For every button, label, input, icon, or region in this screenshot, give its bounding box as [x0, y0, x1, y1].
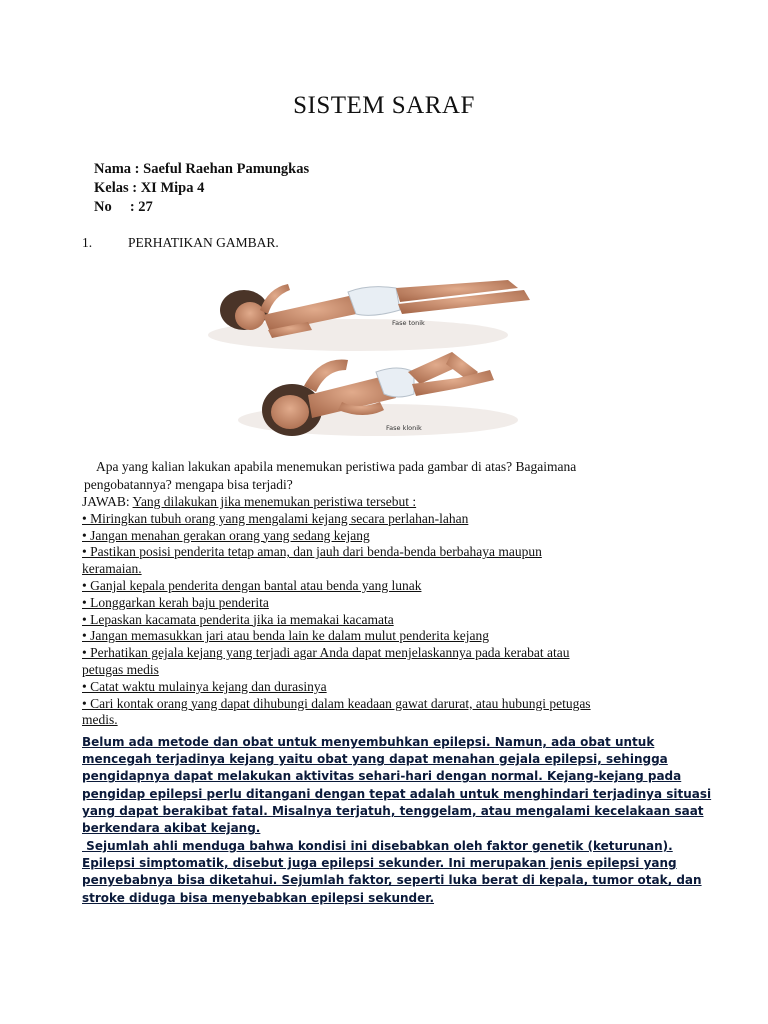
question-heading: [82, 235, 279, 251]
seizure-illustration: [208, 260, 548, 450]
question-line: Apa yang kalian lakukan apabila menemukan peristiwa pada gambar di atas? Bagaimana: [96, 459, 577, 474]
answer-line: • Longgarkan kerah baju penderita: [82, 594, 269, 610]
paragraph-line: yang dapat berakibat fatal. Misalnya terjatuh, tenggelam, atau mengalami kecelakaan saat: [82, 803, 704, 818]
paragraph-line: Belum ada metode dan obat untuk menyembuhkan epilepsi. Namun, ada obat untuk: [82, 735, 655, 749]
paragraph-line: pengidapnya dapat melakukan aktivitas sehari-hari dengan normal. Kejang-kejang pada: [82, 769, 682, 784]
question-number: 1.: [82, 235, 93, 250]
answer-line: • Catat waktu mulainya kejang dan durasinya: [82, 678, 327, 694]
tonic-phase-child: [208, 280, 530, 351]
answer-line: • Cari kontak orang yang dapat dihubungi dalam keadaan gawat darurat, atau hubungi petugas: [82, 695, 591, 711]
paragraph-line: Sejumlah ahli menduga bahwa kondisi ini disebabkan oleh faktor genetik (keturunan).: [82, 839, 673, 853]
page-title: SISTEM SARAF: [293, 92, 475, 119]
answer-line: keramaian.: [82, 561, 142, 577]
paragraph-line: Epilepsi simptomatik, disebut juga epilepsi sekunder. Ini merupakan jenis epilepsi yang: [82, 856, 677, 871]
question-title: PERHATIKAN GAMBAR.: [128, 235, 279, 250]
answer-intro: [82, 494, 682, 511]
paragraph-line: mencegah terjadinya kejang yaitu obat yang dapat menahan gejala epilepsi, sehingga: [82, 752, 668, 767]
answer-line: • Pastikan posisi penderita tetap aman, dan jauh dari benda-benda berbahaya maupun: [82, 544, 542, 560]
answer-line: • Perhatikan gejala kejang yang terjadi agar Anda dapat menjelaskannya pada kerabat atau: [82, 645, 570, 661]
answer-line: • Jangan menahan gerakan orang yang sedang kejang: [82, 527, 370, 543]
paragraph-line: pengidap epilepsi perlu ditangani dengan tepat adalah untuk menghindari terjadinya situasi: [82, 786, 712, 801]
answer-line: • Miringkan tubuh orang yang mengalami kejang secara perlahan-lahan: [82, 510, 469, 526]
answer-line: medis.: [82, 712, 118, 728]
student-name: Nama : Saeful Raehan Pamungkas: [94, 161, 310, 177]
paragraph-causes: [82, 838, 702, 907]
question-line: pengobatannya? mengapa bisa terjadi?: [84, 477, 293, 492]
answer-line: • Jangan memasukkan jari atau benda lain ke dalam mulut penderita kejang: [82, 628, 489, 644]
answer-prefix: JAWAB:: [82, 494, 133, 509]
paragraph-line: penyebabnya bisa diketahui. Sejumlah faktor, seperti luka berat di kepala, tumor otak, dan: [82, 873, 702, 888]
tonic-label: Fase tonik: [392, 319, 425, 327]
question-text: [82, 458, 692, 494]
paragraph-treatment: [82, 734, 712, 837]
answer-line: • Ganjal kepala penderita dengan bantal atau benda yang lunak: [82, 577, 422, 593]
paragraph-line: berkendara akibat kejang.: [82, 821, 261, 836]
answer-block: [82, 494, 682, 729]
answer-intro-text: Yang dilakukan jika menemukan peristiwa tersebut :: [132, 494, 417, 509]
answer-line: • Lepaskan kacamata penderita jika ia memakai kacamata: [82, 611, 394, 627]
student-class: Kelas : XI Mipa 4: [94, 180, 205, 196]
clonic-label: Fase klonik: [386, 424, 422, 432]
student-info: [94, 160, 309, 217]
student-number: No : 27: [94, 199, 153, 215]
answer-line: petugas medis: [82, 661, 159, 677]
clonic-phase-child: [238, 352, 518, 436]
paragraph-line: stroke diduga bisa menyebabkan epilepsi sekunder.: [82, 890, 435, 905]
